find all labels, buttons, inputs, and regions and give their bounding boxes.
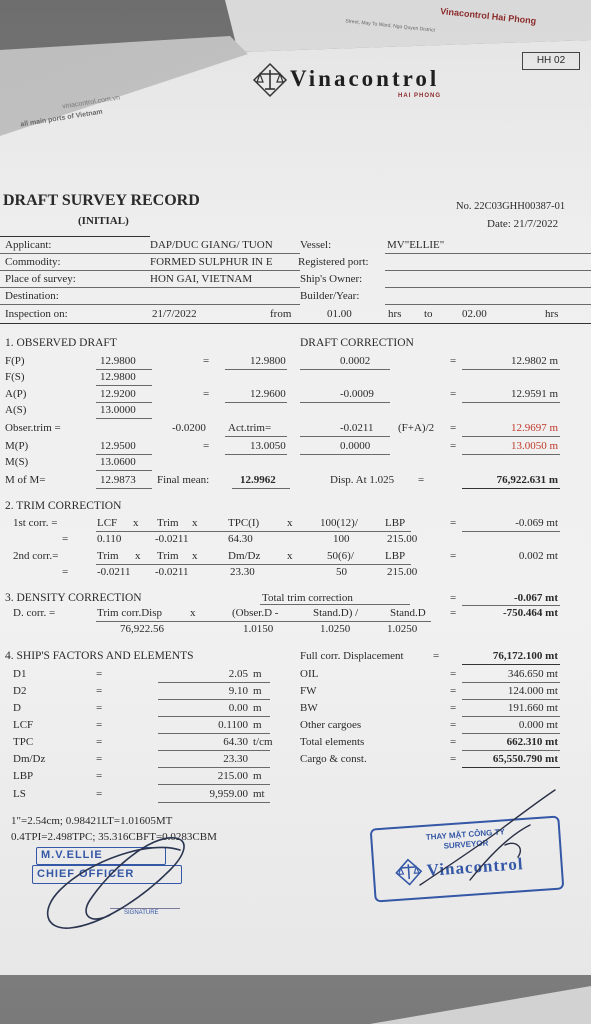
draft-row-label: M(S) xyxy=(5,456,29,468)
formula-term: x xyxy=(192,517,198,529)
draft-correction: 0.0002 xyxy=(340,355,371,367)
formula-value: -0.0211 xyxy=(155,533,189,545)
form-code: HH 02 xyxy=(522,52,580,70)
surveyor-stamp-line1: THAY MẶT CÔNG TY xyxy=(425,827,506,842)
final-mean-label: Final mean: xyxy=(157,474,210,486)
factor-label: D1 xyxy=(13,668,27,680)
equals-sign: = xyxy=(450,719,457,731)
formula-term: Trim xyxy=(157,550,179,562)
section-draft-correction-heading: DRAFT CORRECTION xyxy=(300,337,414,349)
back-sheet-company: Vinacontrol Hai Phong xyxy=(439,5,537,27)
first-correction-result: -0.069 mt xyxy=(515,517,558,529)
factor-value: 0.00 xyxy=(228,702,248,714)
factor-value: 9.10 xyxy=(228,685,248,697)
inspection-date: 21/7/2022 xyxy=(152,308,197,320)
total-trim-correction-value: -0.067 mt xyxy=(514,592,558,604)
factor-label: LS xyxy=(13,788,26,800)
factor-value: 23.30 xyxy=(223,753,248,765)
equals-sign: = xyxy=(96,685,103,697)
formula-value: 23.30 xyxy=(230,566,255,578)
formula-value: 1.0150 xyxy=(243,623,274,635)
density-correction-result: -750.464 mt xyxy=(503,607,558,619)
formula-term: LBP xyxy=(385,517,406,529)
equals-sign: = xyxy=(450,550,457,562)
factor-label: LBP xyxy=(13,770,34,782)
actual-trim-label: Act.trim= xyxy=(228,422,272,434)
draft-row-label: F(P) xyxy=(5,355,25,367)
draft-correction: -0.0009 xyxy=(340,388,374,400)
element-value: 346.650 mt xyxy=(507,668,558,680)
element-label: Total elements xyxy=(300,736,365,748)
formula-term: Trim xyxy=(97,550,119,562)
ship-stamp-signature-label: SIGNATURE xyxy=(124,910,159,916)
page-subtitle: (INITIAL) xyxy=(78,215,129,227)
second-correction-result: 0.002 mt xyxy=(518,550,558,562)
draft-mean: 12.9800 xyxy=(250,355,286,367)
first-correction-label: 1st corr. = xyxy=(13,517,58,529)
registered-port-label: Registered port: xyxy=(298,256,369,268)
draft-row-label: A(P) xyxy=(5,388,27,400)
equals-sign: = xyxy=(203,440,210,452)
factor-label: D xyxy=(13,702,21,714)
formula-term: x xyxy=(190,607,196,619)
full-displacement-value: 76,172.100 mt xyxy=(492,650,558,662)
density-correction-label: D. corr. = xyxy=(13,607,56,619)
element-value: 124.000 mt xyxy=(507,685,558,697)
chief-officer-signature xyxy=(30,830,200,940)
equals-sign: = xyxy=(96,702,103,714)
place-of-survey-label: Place of survey: xyxy=(5,273,76,285)
draft-observed: 12.9800 xyxy=(100,355,136,367)
formula-value: 76,922.56 xyxy=(120,623,164,635)
formula-term: x xyxy=(192,550,198,562)
back-sheet-website: vinacontrol.com.vn xyxy=(61,94,121,111)
formula-term: Stand.D xyxy=(390,607,426,619)
record-number: No. 22C03GHH00387-01 xyxy=(456,201,566,212)
observed-trim-label: Obser.trim = xyxy=(5,422,61,434)
vessel-label: Vessel: xyxy=(300,239,332,251)
element-label: Other cargoes xyxy=(300,719,362,731)
draft-corrected-result: 12.9591 m xyxy=(510,388,558,400)
equals-sign: = xyxy=(433,650,440,662)
formula-term: (Obser.D - xyxy=(232,607,279,619)
builder-year-label: Builder/Year: xyxy=(300,290,360,302)
formula-term: Stand.D) / xyxy=(313,607,359,619)
ship-stamp-vessel: M.V.ELLIE xyxy=(41,849,103,861)
draft-row-label: F(S) xyxy=(5,371,25,383)
inspection-hrs-start: hrs xyxy=(388,308,402,320)
section-ship-factors-heading: 4. SHIP'S FACTORS AND ELEMENTS xyxy=(5,650,194,662)
draft-observed: 12.9800 xyxy=(100,371,136,383)
draft-observed: 12.9500 xyxy=(100,440,136,452)
element-label: Cargo & const. xyxy=(300,753,367,765)
inspection-hrs-end: hrs xyxy=(545,308,559,320)
formula-value: 0.110 xyxy=(97,533,122,545)
formula-value: -0.0211 xyxy=(97,566,131,578)
logo-brand: Vinacontrol xyxy=(290,66,440,91)
equals-sign: = xyxy=(203,355,210,367)
displacement-value: 76,922.631 m xyxy=(496,474,558,486)
equals-sign: = xyxy=(96,736,103,748)
commodity-value: FORMED SULPHUR IN E xyxy=(150,256,273,268)
conversion-line: 1"=2.54cm; 0.98421LT=1.01605MT xyxy=(11,815,173,827)
equals-sign: = xyxy=(450,355,457,367)
factor-unit: m xyxy=(253,702,262,714)
equals-sign: = xyxy=(450,607,457,619)
section-trim-correction-heading: 2. TRIM CORRECTION xyxy=(5,500,122,512)
factor-unit: t/cm xyxy=(253,736,273,748)
surveyor-signature xyxy=(410,785,570,895)
formula-value: 215.00 xyxy=(387,533,418,545)
formula-value: 100 xyxy=(333,533,350,545)
displacement-label: Disp. At 1.025 xyxy=(330,474,395,486)
draft-corrected-result: 13.0050 m xyxy=(510,440,558,452)
formula-value: 215.00 xyxy=(387,566,418,578)
ship-stamp-title: CHIEF OFFICER xyxy=(37,868,135,880)
formula-value: -0.0211 xyxy=(155,566,189,578)
back-sheet-address: Street, May To Ward, Ngo Quyen District xyxy=(344,18,436,34)
factor-value: 2.05 xyxy=(228,668,248,680)
draft-observed: 13.0000 xyxy=(100,404,136,416)
equals-sign: = xyxy=(62,566,69,578)
formula-term: Trim xyxy=(157,517,179,529)
vessel-value: MV"ELLIE" xyxy=(387,239,445,251)
mean-of-means-label: M of M= xyxy=(5,474,46,486)
formula-term: Dm/Dz xyxy=(228,550,261,562)
section-observed-draft-heading: 1. OBSERVED DRAFT xyxy=(5,337,117,349)
final-mean-value: 12.9962 xyxy=(240,474,276,486)
page-title: DRAFT SURVEY RECORD xyxy=(3,192,200,209)
formula-term: x xyxy=(133,517,139,529)
logo-branch: HAI PHONG xyxy=(398,93,442,99)
draft-mean: 13.0050 xyxy=(250,440,286,452)
draft-row-label: M(P) xyxy=(5,440,29,452)
formula-value: 1.0250 xyxy=(320,623,351,635)
equals-sign: = xyxy=(450,440,457,452)
equals-sign: = xyxy=(203,388,210,400)
factor-value: 215.00 xyxy=(217,770,248,782)
factor-label: LCF xyxy=(13,719,34,731)
element-label: BW xyxy=(300,702,318,714)
fa-half-result: 12.9697 m xyxy=(510,422,558,434)
factor-unit: m xyxy=(253,685,262,697)
equals-sign: = xyxy=(450,668,457,680)
destination-label: Destination: xyxy=(5,290,59,302)
equals-sign: = xyxy=(450,702,457,714)
equals-sign: = xyxy=(450,736,457,748)
formula-term: x xyxy=(287,517,293,529)
draft-observed: 13.0600 xyxy=(100,456,136,468)
equals-sign: = xyxy=(450,422,457,434)
factor-value: 0.1100 xyxy=(218,719,248,731)
mean-of-means-value: 12.9873 xyxy=(100,474,136,486)
factor-label: D2 xyxy=(13,685,27,697)
total-trim-correction-label: Total trim correction xyxy=(262,592,353,604)
factor-unit: m xyxy=(253,719,262,731)
element-value: 662.310 mt xyxy=(506,736,558,748)
factor-unit: m xyxy=(253,668,262,680)
formula-term: Trim corr.Disp xyxy=(97,607,162,619)
formula-term: LBP xyxy=(385,550,406,562)
factor-label: TPC xyxy=(13,736,34,748)
ships-owner-label: Ship's Owner: xyxy=(300,273,363,285)
formula-term: 100(12)/ xyxy=(320,517,358,529)
commodity-label: Commodity: xyxy=(5,256,61,268)
factor-value: 64.30 xyxy=(223,736,248,748)
conversion-line: 0.4TPI=2.498TPC; 35.316CBFT=0.0283CBM xyxy=(11,831,217,843)
draft-correction: 0.0000 xyxy=(340,440,371,452)
equals-sign: = xyxy=(450,517,457,529)
equals-sign: = xyxy=(450,388,457,400)
factor-value: 9,959.00 xyxy=(209,788,248,800)
surveyor-stamp-line2: SURVEYOR xyxy=(443,838,489,851)
factor-unit: mt xyxy=(253,788,265,800)
equals-sign: = xyxy=(450,592,457,604)
observed-trim-value: -0.0200 xyxy=(172,422,206,434)
draft-corrected-result: 12.9802 m xyxy=(510,355,558,367)
draft-row-label: A(S) xyxy=(5,404,27,416)
equals-sign: = xyxy=(96,788,103,800)
equals-sign: = xyxy=(96,753,103,765)
equals-sign: = xyxy=(450,685,457,697)
inspection-start: 01.00 xyxy=(327,308,352,320)
equals-sign: = xyxy=(418,474,425,486)
element-value: 0.000 mt xyxy=(518,719,558,731)
formula-term: 50(6)/ xyxy=(327,550,354,562)
actual-trim-value: -0.0211 xyxy=(340,422,374,434)
formula-value: 64.30 xyxy=(228,533,253,545)
formula-value: 50 xyxy=(336,566,347,578)
draft-mean: 12.9600 xyxy=(250,388,286,400)
record-date: Date: 21/7/2022 xyxy=(487,218,559,230)
full-displacement-label: Full corr. Displacement xyxy=(300,650,404,662)
element-value: 65,550.790 mt xyxy=(492,753,558,765)
draft-observed: 12.9200 xyxy=(100,388,136,400)
inspection-to: to xyxy=(424,308,433,320)
equals-sign: = xyxy=(96,770,103,782)
applicant-label: Applicant: xyxy=(5,239,52,251)
factor-unit: m xyxy=(253,770,262,782)
equals-sign: = xyxy=(450,753,457,765)
inspection-from: from xyxy=(270,308,292,320)
element-label: OIL xyxy=(300,668,319,680)
section-density-correction-heading: 3. DENSITY CORRECTION xyxy=(5,592,142,604)
place-of-survey-value: HON GAI, VIETNAM xyxy=(150,273,253,285)
formula-term: TPC(I) xyxy=(228,517,260,529)
inspection-end: 02.00 xyxy=(462,308,487,320)
applicant-value: DAP/DUC GIANG/ TUON xyxy=(150,239,273,251)
equals-sign: = xyxy=(62,533,69,545)
element-label: FW xyxy=(300,685,317,697)
second-correction-label: 2nd corr.= xyxy=(13,550,59,562)
formula-value: 1.0250 xyxy=(387,623,418,635)
formula-term: LCF xyxy=(97,517,118,529)
scales-icon xyxy=(252,62,288,98)
fa-half-label: (F+A)/2 xyxy=(398,422,435,434)
equals-sign: = xyxy=(96,719,103,731)
element-value: 191.660 mt xyxy=(507,702,558,714)
back-sheet-ports: all main ports of Vietnam xyxy=(19,108,104,129)
inspection-label: Inspection on: xyxy=(5,308,68,320)
factor-label: Dm/Dz xyxy=(13,753,46,765)
equals-sign: = xyxy=(96,668,103,680)
formula-term: x xyxy=(287,550,293,562)
formula-term: x xyxy=(135,550,141,562)
surveyor-stamp-brand: Vinacontrol xyxy=(426,854,525,880)
